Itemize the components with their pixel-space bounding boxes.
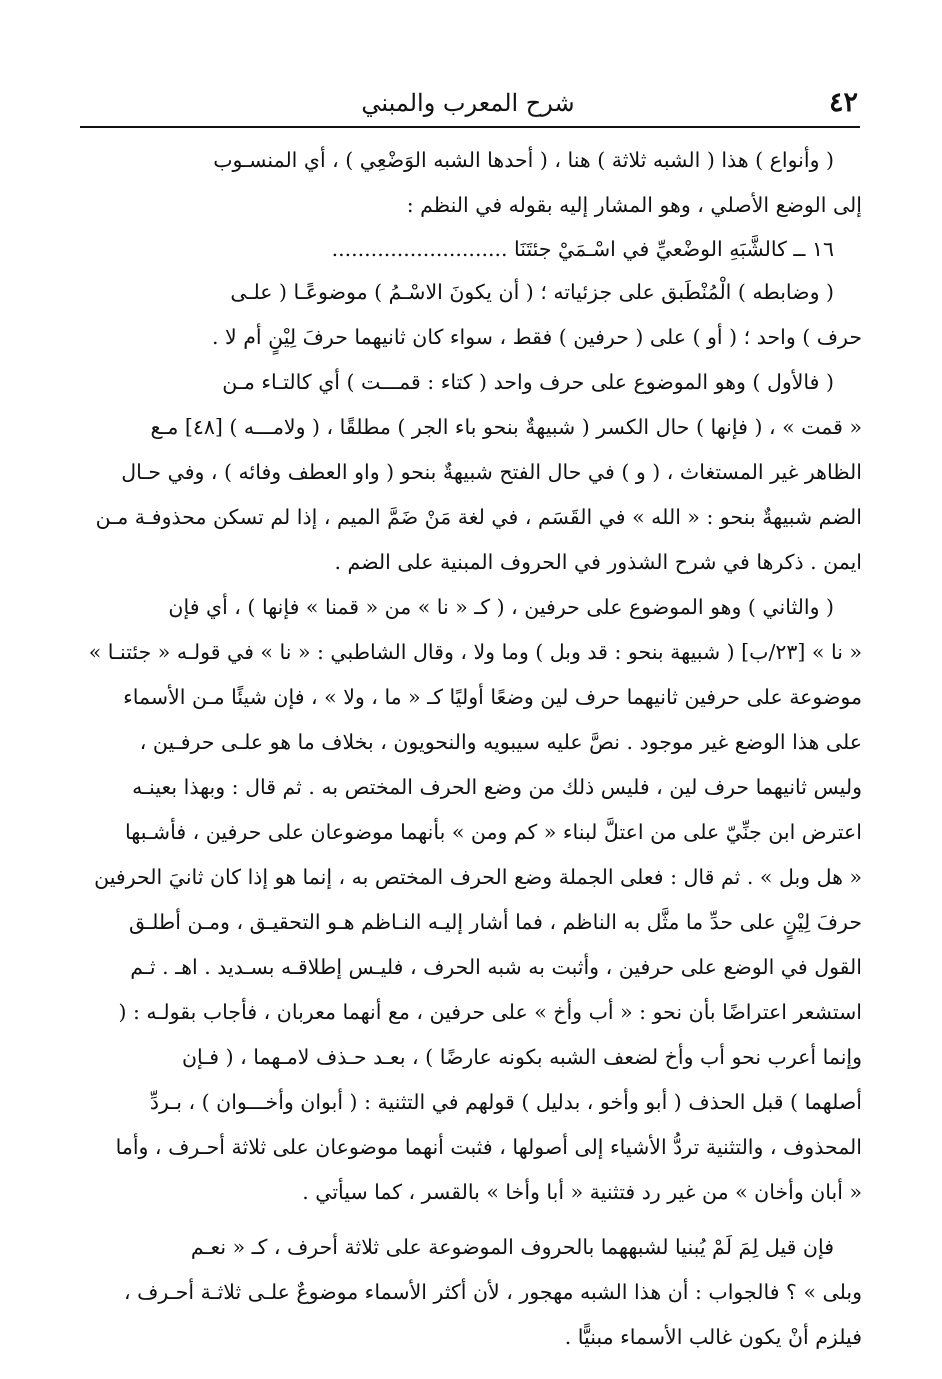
text-line: وليس ثانيهما حرف لين ، فليس ذلك من وضع الحرف المختص به . ثم قال : وبهذا بعينـه <box>132 775 862 799</box>
text-line: ( فالأول ) وهو الموضوع على حرف واحد ( كتاء : قمـــت ) أي كالتـاء مـن <box>222 370 834 394</box>
text-line: ( والثاني ) وهو الموضوع على حرفين ، ( كـ « نا » من « قمنا » فإنها ) ، أي فإن <box>168 595 834 619</box>
text-line: « قمت » ، ( فإنها ) حال الكسر ( شبيهةٌ بنحو باء الجر ) مطلقًا ، ( ولامـــه ) [٤٨] مـع <box>150 415 862 439</box>
text-line: أصلهما ) قبل الحذف ( أبو وأخو ، بدليل ) قولهم في التثنية : ( أبوان وأخـــوان ) ، بـردِّ <box>149 1090 862 1114</box>
text-line: « نا » [٢٣/ب] ( شبيهة بنحو : قد وبل ) وما ولا ، وقال الشاطبي : « نا » في قولـه « جئتنـا » <box>88 640 862 664</box>
text-line: « أبان وأخان » من غير رد فتثنية « أبا وأخا » بالقسر ، كما سيأتي . <box>302 1180 862 1204</box>
text-line: ايمن . ذكرها في شرح الشذور في الحروف المبنية على الضم . <box>334 550 862 574</box>
running-title: شرح المعرب والمبني <box>361 89 575 117</box>
text-line: الضم شبيهةٌ بنحو : « الله » في القَسَم ، في لغة مَنْ ضَمَّ الميم ، إذا لم تسكن محذوفـة مـن <box>95 505 862 529</box>
text-line: ( وأنواع ) هذا ( الشبه ثلاثة ) هنا ، ( أحدها الشبه الوَضْعِي ) ، أي المنسـوب <box>213 148 834 172</box>
text-line: المحذوف ، والتثنية تردُّ الأشياء إلى أصولها ، فثبت أنهما موضوعان على ثلاثة أحـرف ، وأما <box>115 1135 862 1159</box>
text-line: موضوعة على حرفين ثانيهما حرف لين وضعًا أوليًا كـ « ما ، ولا » ، فإن شيئًا مـن الأسماء <box>123 685 862 709</box>
text-line: إلى الوضع الأصلي ، وهو المشار إليه بقوله في النظم : <box>406 193 862 217</box>
paragraph-spacer <box>78 1215 862 1225</box>
text-line: وبلى » ؟ فالجواب : أن هذا الشبه مهجور ، لأن أكثر الأسماء موضوعٌ علـى ثلاثـة أحـرف ، <box>124 1280 862 1304</box>
text-line: وإنما أعرب نحو أب وأخ لضعف الشبه بكونه عارضًا ) ، بعـد حـذف لامـهما ، ( فـإن <box>181 1045 862 1069</box>
text-line: فيلزم أنْ يكون غالب الأسماء مبنيًّا . <box>564 1325 862 1349</box>
verse-line: ١٦ ــ كالشَّبَهِ الوضْعيِّ في اسْـمَيْ جئتَنَا ........................... <box>331 237 834 261</box>
header-divider <box>80 126 860 128</box>
text-line: استشعر اعتراضًا بأن نحو : « أب وأخ » على حرفين ، مع أنهما معربان ، فأجاب بقولـه : ( <box>118 1000 862 1024</box>
text-line: اعترض ابن جنِّيّ على من اعتلَّ لبناء « كم ومن » بأنهما موضوعان على حرفين ، فأشـبها <box>125 820 862 844</box>
text-line: حرف ) واحد ؛ ( أو ) على ( حرفين ) فقط ، سواء كان ثانيهما حرفَ لِيْنٍ أم لا . <box>211 325 862 349</box>
text-line: على هذا الوضع غير موجود . نصَّ عليه سيبويه والنحويون ، بخلاف ما هو علـى حرفـين ، <box>139 730 862 754</box>
text-line: الظاهر غير المستغاث ، ( و ) في حال الفتح شبيهةٌ بنحو ( واو العطف وفائه ) ، وفي حـال <box>121 460 862 484</box>
text-line: « هل وبل » . ثم قال : فعلى الجملة وضع الحرف المختص به ، إنما هو إذا كان ثانيَ الحرفين <box>94 865 862 889</box>
page-header <box>78 86 858 126</box>
text-line: القول في الوضع على حرفين ، وأثبت به شبه الحرف ، فليـس إطلاقـه بسـديد . اهـ . ثـم <box>130 955 862 979</box>
body-text <box>78 138 862 1360</box>
page-number: ٤٢ <box>828 87 858 118</box>
text-line: فإن قيل لِمَ لَمْ يُبنيا لشبههما بالحروف الموضوعة على ثلاثة أحرف ، كـ « نعـم <box>190 1235 834 1259</box>
text-line: ( وضابطه ) الْمُنْطَبق على جزئياته ؛ ( أن يكونَ الاسْـمُ ) موضوعًـا ( علـى <box>230 280 834 304</box>
text-line: حرفَ لِيْنٍ على حدِّ ما مثَّل به الناظم ، فما أشار إليـه النـاظم هـو التحقيـق ، ومـن أطلـق <box>129 910 862 934</box>
